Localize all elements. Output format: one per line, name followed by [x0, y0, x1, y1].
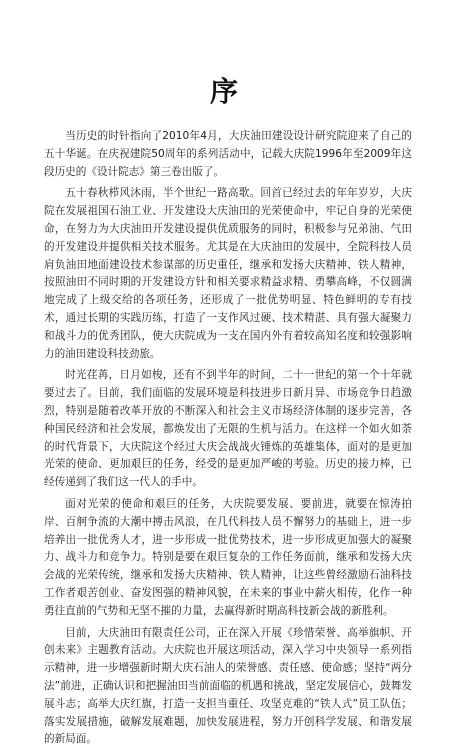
document-body — [44, 128, 412, 753]
paragraph-4: 面对光荣的使命和艰巨的任务，大庆院要发展、要前进，就要在惊涛拍岸、百舸争流的大潮中搏击风浪，在几代科技人员不懈努力的基础上，进一步培养出一批优秀人才，进一步形成一批优势技术，进一步形成更加强大的凝聚力、战斗力和竞争力。特别是要在艰巨复杂的工作任务面前，继承和发扬大庆会战的光荣传统，继承和发扬大庆精神、铁人精神，让这些曾经激励石油科技工作者艰苦创业、奋发图强的精神风貌，在未来的事业中薪火相传，化作一种勇往直前的气势和无坚不摧的力量，去赢得新时期高科技新会战的新胜利。 — [44, 497, 412, 617]
paragraph-3: 时光荏苒，日月如梭，还有不到半年的时间，二十一世纪的第一个十年就要过去了。目前，我们面临的发展环境是科技进步日新月异、市场竞争日趋激烈，特别是随着改革开放的不断深入和社会主义市场经济体制的逐步完善，各种国民经济和社会发展，都焕发出了无限的生机与活力。在这样一个如火如荼的时代背景下，大庆院这个经过大庆会战战火锤炼的英雄集体，面对的是更加光荣的使命、更加艰巨的任务，经受的是更加严峻的考验。历史的接力棒，已经传递到了我们这一代人的手中。 — [44, 369, 412, 489]
paragraph-5: 目前，大庆油田有限责任公司，正在深入开展《珍惜荣誉、高举旗帜、开创未来》主题教育活动。大庆院也开展这项活动，深入学习中央领导一系列指示精神，进一步增强新时期大庆石油人的荣誉感、责任感、使命感；坚持“两分法”前进，正确认识和把握油田当前面临的机遇和挑战，坚定发展信心，鼓舞发展斗志；高举大庆红旗，打造一支担当重任、攻坚克难的“铁人式”员工队伍；落实发展措施，破解发展难题，加快发展进程，努力开创科学发展、和谐发展的新局面。 — [44, 626, 412, 746]
paragraph-2: 五十春秋栉风沐雨，半个世纪一路高歌。回首已经过去的年年岁岁，大庆院在发展祖国石油工业、开发建设大庆油田的光荣使命中，牢记自身的光荣使命，在努力为大庆油田开发建设提供优质服务的同时，积极参与兄弟油、气田的开发建设并提供相关技术服务。尤其是在大庆油田的发展中，全院科技人员肩负油田地面建设技术参谋部的历史重任，继承和发扬大庆精神、铁人精神，按照油田不同时期的开发建设方针和相关要求精益求精、勇攀高峰，不仅圆满地完成了上级交给的各项任务，还形成了一批优势明显、特色鲜明的专有技术，通过长期的实践历练，打造了一支作风过硬、技术精湛、具有强大凝聚力和战斗力的优秀团队，使大庆院成为一支在国内外有着较高知名度和较强影响力的油田建设科技劲旅。 — [44, 187, 412, 360]
paragraph-1: 当历史的时针指向了2010年4月，大庆油田建设设计研究院迎来了自己的五十华诞。在庆祝建院50周年的系列活动中，记载大庆院1996年至2009年这段历史的《设计院志》第三卷出版了。 — [44, 130, 412, 178]
page-title: 序 — [209, 75, 240, 108]
